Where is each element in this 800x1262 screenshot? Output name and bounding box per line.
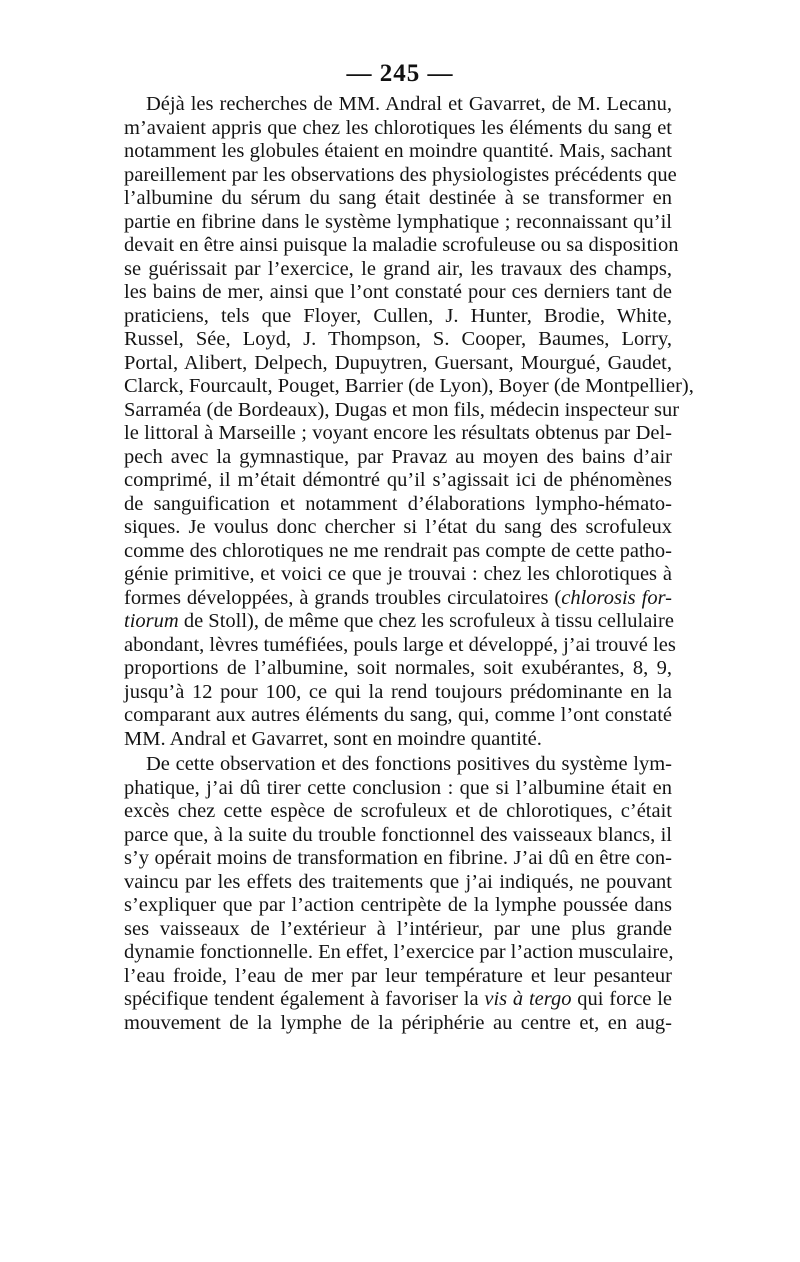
text-line: spécifique tendent également à favoriser la vis à tergo qui force le: [124, 988, 672, 1010]
text-line: l’albumine du sérum du sang était destinée à se transformer en: [124, 187, 672, 209]
text-line: de sanguification et notamment d’élaborations lympho-hémato-: [124, 492, 672, 515]
text-line: se guérissait par l’exercice, le grand air, les travaux des champs,: [124, 257, 672, 280]
text-line: partie en fibrine dans le système lymphatique ; reconnaissant qu’il: [124, 210, 672, 233]
text-line: siques. Je voulus donc chercher si l’état du sang des scrofuleux: [124, 516, 672, 538]
text-line: Portal, Alibert, Delpech, Dupuytren, Guersant, Mourgué, Gaudet,: [124, 351, 672, 374]
page-number: — 245 —: [346, 60, 454, 87]
text-line: formes développées, à grands troubles circulatoires (chlorosis for-: [124, 586, 672, 609]
text-line: Sarraméa (de Bordeaux), Dugas et mon fils, médecin inspecteur sur: [124, 398, 680, 421]
text-line: ses vaisseaux de l’extérieur à l’intérieur, par une plus grande: [124, 917, 672, 940]
text-line: Déjà les recherches de MM. Andral et Gavarret, de M. Lecanu,: [146, 93, 672, 115]
text-line: Clarck, Fourcault, Pouget, Barrier (de Lyon), Boyer (de Montpellier),: [124, 375, 694, 397]
text-line: comme des chlorotiques ne me rendrait pas compte de cette patho-: [124, 539, 672, 562]
text-line: l’eau froide, l’eau de mer par leur température et leur pesanteur: [124, 964, 672, 987]
text-line: mouvement de la lymphe de la périphérie au centre et, en aug-: [124, 1011, 672, 1034]
text-line: parce que, à la suite du trouble fonctionnel des vaisseaux blancs, il: [124, 823, 672, 846]
text-line: le littoral à Marseille ; voyant encore les résultats obtenus par Del-: [124, 422, 672, 444]
text-line: les bains de mer, ainsi que l’ont constaté pour ces derniers tant de: [124, 281, 672, 303]
text-line: m’avaient appris que chez les chlorotiques les éléments du sang et: [124, 116, 672, 139]
text-line: vaincu par les effets des traitements que j’ai indiqués, ne pouvant: [124, 870, 672, 893]
text-line: Russel, Sée, Loyd, J. Thompson, S. Cooper, Baumes, Lorry,: [124, 328, 672, 350]
text-line: phatique, j’ai dû tirer cette conclusion : que si l’albumine était en: [124, 776, 672, 799]
text-line: devait en être ainsi puisque la maladie scrofuleuse ou sa disposition: [124, 234, 679, 256]
text-line: pareillement par les observations des physiologistes précédents que: [124, 163, 677, 186]
text-line: comparant aux autres éléments du sang, qui, comme l’ont constaté: [124, 704, 672, 726]
text-line: MM. Andral et Gavarret, sont en moindre quantité.: [124, 727, 542, 750]
text-line: tiorum de Stoll), de même que chez les scrofuleux à tissu cellulaire: [124, 610, 674, 632]
text-line: dynamie fonctionnelle. En effet, l’exercice par l’action musculaire,: [124, 941, 674, 963]
text-line: praticiens, tels que Floyer, Cullen, J. Hunter, Brodie, White,: [124, 304, 672, 327]
text-line: abondant, lèvres tuméfiées, pouls large et développé, j’ai trouvé les: [124, 633, 676, 656]
text-line: excès chez cette espèce de scrofuleux et de chlorotiques, c’était: [124, 800, 672, 822]
text-line: notamment les globules étaient en moindre quantité. Mais, sachant: [124, 140, 672, 162]
text-line: jusqu’à 12 pour 100, ce qui la rend toujours prédominante en la: [124, 680, 672, 703]
text-line: s’expliquer que par l’action centripète de la lymphe poussée dans: [124, 894, 672, 916]
text-line: De cette observation et des fonctions positives du système lym-: [146, 753, 672, 775]
text-line: comprimé, il m’était démontré qu’il s’agissait ici de phénomènes: [124, 469, 672, 491]
text-line: proportions de l’albumine, soit normales, soit exubérantes, 8, 9,: [124, 657, 672, 679]
body-text: [124, 93, 694, 1035]
text-line: génie primitive, et voici ce que je trouvai : chez les chlorotiques à: [124, 563, 672, 585]
paragraph-1: [124, 93, 694, 751]
text-line: pech avec la gymnastique, par Pravaz au moyen des bains d’air: [124, 445, 672, 468]
paragraph-2: [124, 753, 672, 1035]
text-line: s’y opérait moins de transformation en fibrine. J’ai dû en être con-: [124, 847, 672, 869]
